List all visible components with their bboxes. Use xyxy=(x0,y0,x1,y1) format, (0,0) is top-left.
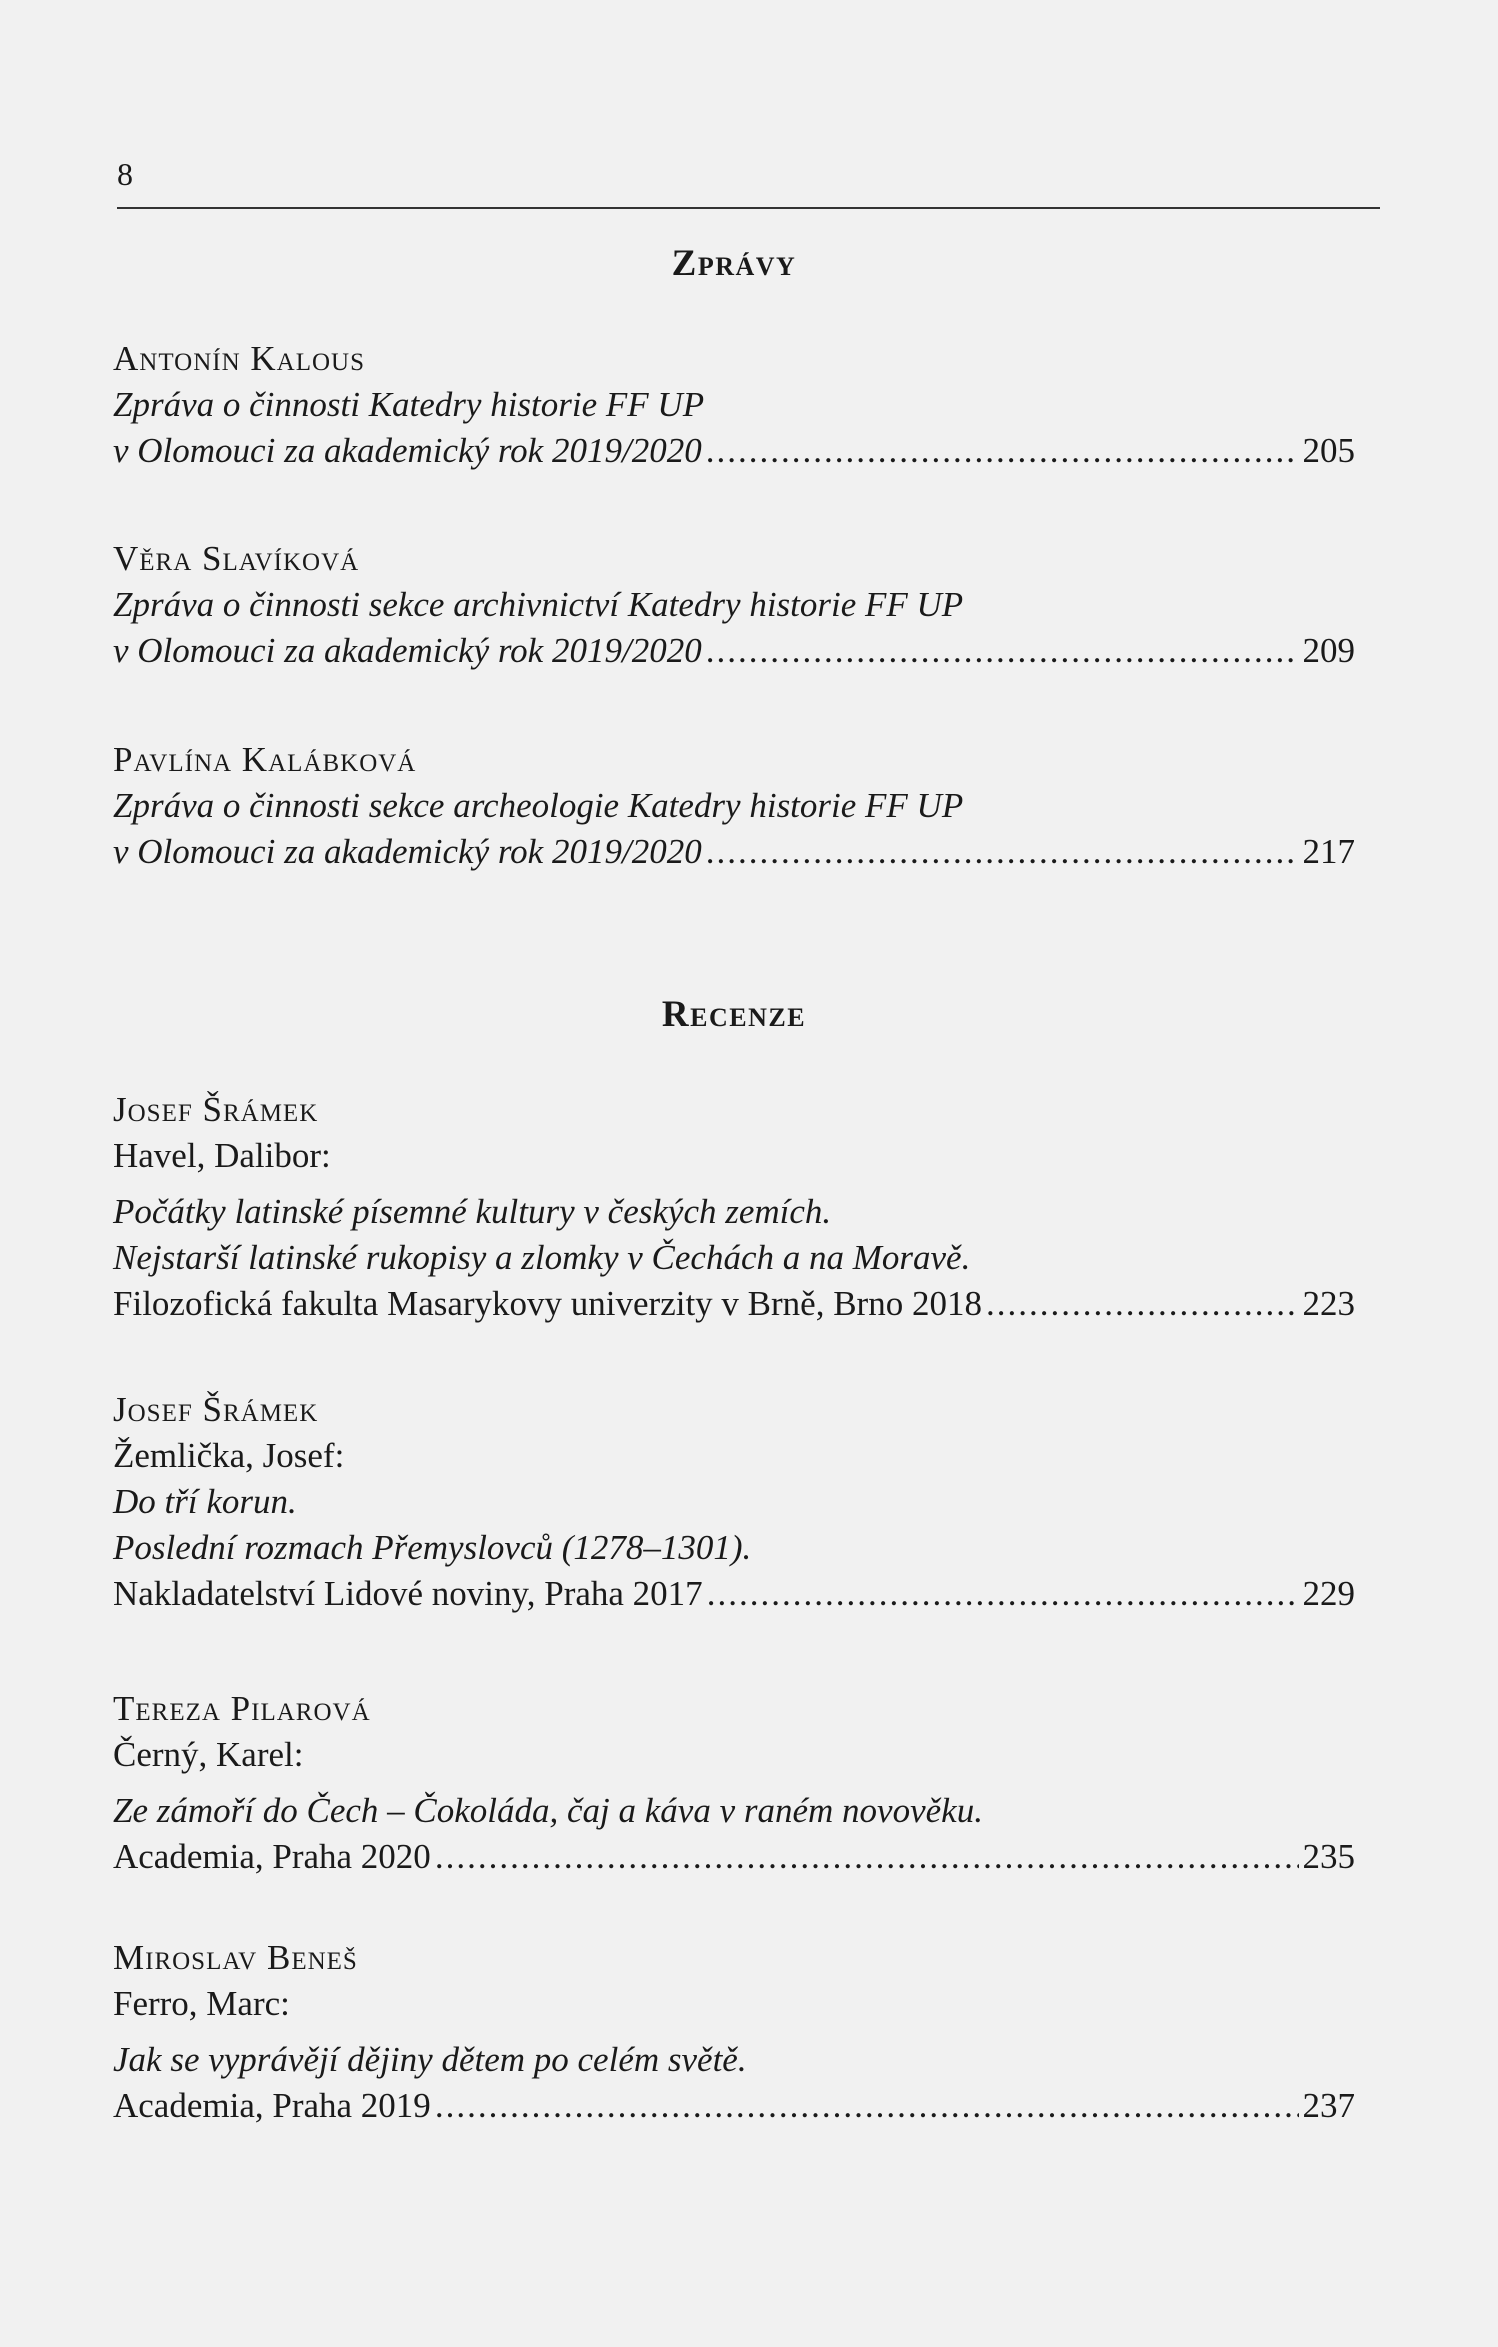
publisher: Nakladatelství Lidové noviny, Praha 2017 xyxy=(113,1574,703,1613)
entry-title: Zpráva o činnosti sekce archeologie Katedry historie FF UP xyxy=(113,786,964,825)
entry-page-number: 209 xyxy=(1302,631,1355,670)
book-title: Ze zámoří do Čech – Čokoláda, čaj a káva v raném novověku. xyxy=(113,1791,983,1830)
dot-leader xyxy=(706,428,1299,474)
book-title: Počátky latinské písemné kultury v českých zemích. xyxy=(113,1192,832,1231)
toc-entry[interactable] xyxy=(113,1087,1355,1327)
entry-title: Zpráva o činnosti Katedry historie FF UP xyxy=(113,385,705,424)
publisher-dotline xyxy=(113,1281,1355,1327)
publisher: Filozofická fakulta Masarykovy univerzity v Brně, Brno 2018 xyxy=(113,1284,982,1323)
entry-title-cont: v Olomouci za akademický rok 2019/2020 xyxy=(113,832,702,871)
toc-entry[interactable] xyxy=(113,536,1355,674)
header-rule xyxy=(117,207,1380,209)
entry-title: Zpráva o činnosti sekce archivnictví Katedry historie FF UP xyxy=(113,585,964,624)
publisher-dotline xyxy=(113,2083,1355,2129)
book-author: Černý, Karel: xyxy=(113,1735,304,1774)
toc-entry[interactable] xyxy=(113,1686,1355,1880)
toc-entry[interactable] xyxy=(113,737,1355,875)
entry-author: Miroslav Beneš xyxy=(113,1938,358,1977)
dot-leader xyxy=(435,2083,1299,2129)
entry-title-dotline xyxy=(113,628,1355,674)
publisher-dotline xyxy=(113,1571,1355,1617)
entry-title-dotline xyxy=(113,428,1355,474)
book-title: Jak se vyprávějí dějiny dětem po celém světě. xyxy=(113,2040,747,2079)
book-author: Žemlička, Josef: xyxy=(113,1436,345,1475)
dot-leader xyxy=(435,1834,1299,1880)
toc-entry[interactable] xyxy=(113,336,1355,474)
entry-author: Josef Šrámek xyxy=(113,1390,319,1429)
entry-title-cont: v Olomouci za akademický rok 2019/2020 xyxy=(113,431,702,470)
entry-author: Pavlína Kalábková xyxy=(113,740,417,779)
toc-entry[interactable] xyxy=(113,1935,1355,2129)
entry-author: Antonín Kalous xyxy=(113,339,366,378)
entry-author: Josef Šrámek xyxy=(113,1090,319,1129)
book-title-cont: Poslední rozmach Přemyslovců (1278–1301). xyxy=(113,1528,752,1567)
entry-author: Věra Slavíková xyxy=(113,539,360,578)
entry-page-number: 229 xyxy=(1302,1574,1355,1613)
book-title-cont: Nejstarší latinské rukopisy a zlomky v Čechách a na Moravě. xyxy=(113,1238,971,1277)
dot-leader xyxy=(986,1281,1299,1327)
dot-leader xyxy=(706,829,1299,875)
publisher-dotline xyxy=(113,1834,1355,1880)
entry-title-dotline xyxy=(113,829,1355,875)
dot-leader xyxy=(706,628,1299,674)
publisher: Academia, Praha 2020 xyxy=(113,1837,431,1876)
publisher: Academia, Praha 2019 xyxy=(113,2086,431,2125)
entry-author: Tereza Pilarová xyxy=(113,1689,371,1728)
entry-title-cont: v Olomouci za akademický rok 2019/2020 xyxy=(113,631,702,670)
entry-page-number: 205 xyxy=(1302,431,1355,470)
entry-page-number: 217 xyxy=(1302,832,1355,871)
entry-page-number: 235 xyxy=(1302,1837,1355,1876)
book-title: Do tří korun. xyxy=(113,1482,297,1521)
entry-page-number: 223 xyxy=(1302,1284,1355,1323)
entry-page-number: 237 xyxy=(1302,2086,1355,2125)
section-heading-recenze: Recenze xyxy=(661,994,807,1035)
dot-leader xyxy=(707,1571,1299,1617)
book-author: Ferro, Marc: xyxy=(113,1984,290,2023)
section-heading-zpravy: Zprávy xyxy=(671,243,797,284)
book-author: Havel, Dalibor: xyxy=(113,1136,331,1175)
toc-entry[interactable] xyxy=(113,1387,1355,1617)
page-number: 8 xyxy=(117,156,133,192)
